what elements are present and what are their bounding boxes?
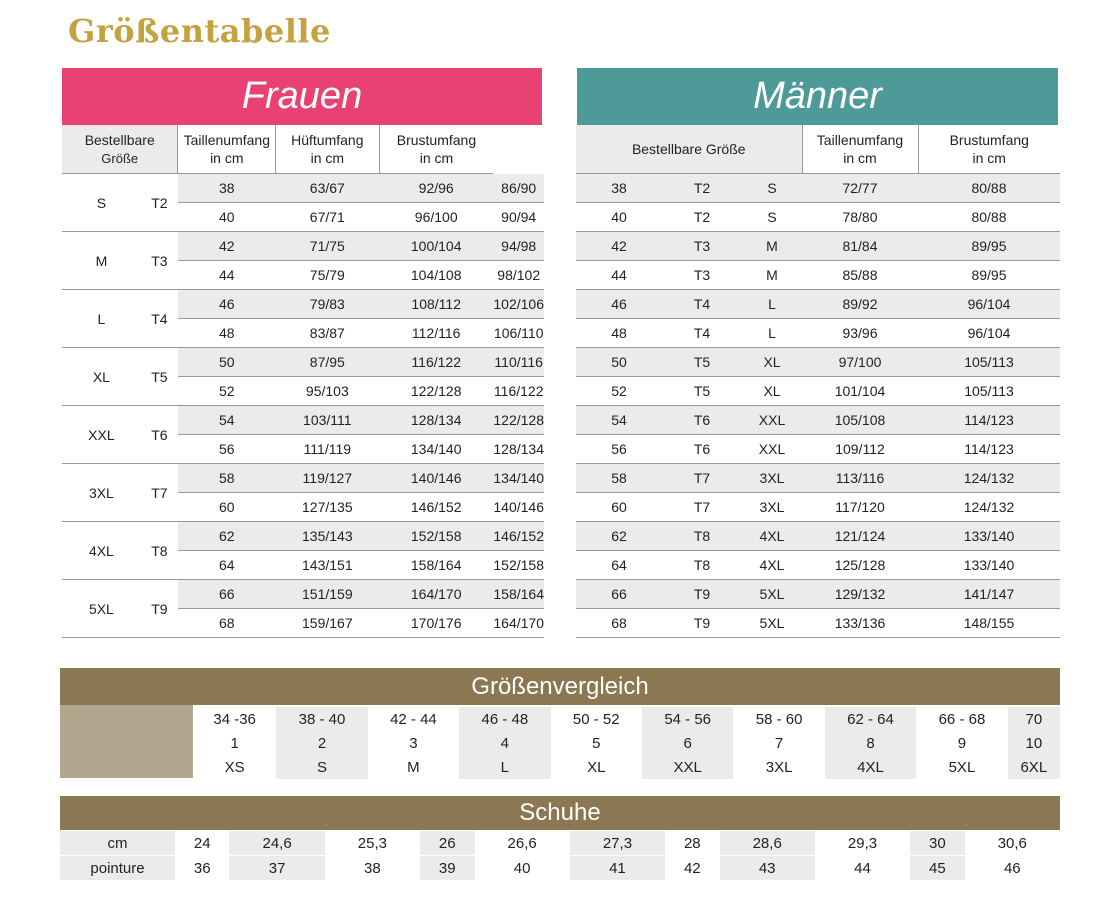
- table-row: [62, 174, 544, 203]
- bust-value: 133/140: [918, 551, 1060, 580]
- hip-value: 100/104: [379, 232, 493, 261]
- hip-value: 108/112: [379, 290, 493, 319]
- bust-value: 134/140: [493, 464, 544, 493]
- eu-size: 54: [178, 406, 276, 435]
- table-row: [576, 203, 1060, 232]
- size-t: T2: [662, 174, 742, 203]
- waist-value: 127/135: [276, 493, 379, 522]
- size-letter: 3XL: [742, 493, 802, 522]
- waist-value: 129/132: [802, 580, 918, 609]
- eu-size: 38: [576, 174, 662, 203]
- comparison-letter: 5XL: [948, 758, 976, 776]
- waist-value: 159/167: [276, 609, 379, 638]
- table-row: [576, 435, 1060, 464]
- waist-value: 95/103: [276, 377, 379, 406]
- shoe-pointure-value: 40: [475, 856, 570, 881]
- comparison-eu-range: 34 -36: [213, 710, 256, 728]
- eu-size: 46: [178, 290, 276, 319]
- table-row: [576, 464, 1060, 493]
- eu-size: 50: [576, 348, 662, 377]
- comparison-letter: M: [407, 758, 420, 776]
- waist-value: 85/88: [802, 261, 918, 290]
- eu-size: 58: [576, 464, 662, 493]
- bust-value: 158/164: [493, 580, 544, 609]
- waist-value: 135/143: [276, 522, 379, 551]
- women-header-waist: Taillenumfang in cm: [178, 125, 276, 174]
- size-letter: L: [62, 290, 141, 348]
- bust-value: 105/113: [918, 348, 1060, 377]
- hip-value: 158/164: [379, 551, 493, 580]
- shoe-cm-value: 26,6: [475, 831, 570, 856]
- eu-size: 52: [178, 377, 276, 406]
- size-t: T7: [662, 464, 742, 493]
- size-t: T3: [662, 261, 742, 290]
- eu-size: 46: [576, 290, 662, 319]
- shoe-cm-value: 27,3: [570, 831, 665, 856]
- shoe-pointure-value: 42: [665, 856, 719, 881]
- men-banner: Männer: [577, 68, 1058, 125]
- shoe-pointure-value: 38: [325, 856, 420, 881]
- eu-size: 62: [178, 522, 276, 551]
- bust-value: 124/132: [918, 464, 1060, 493]
- comparison-letter: XL: [587, 758, 606, 776]
- shoe-row-label: pointure: [60, 856, 175, 881]
- waist-value: 117/120: [802, 493, 918, 522]
- comparison-number: 2: [276, 731, 367, 755]
- shoe-pointure-value: 44: [815, 856, 910, 881]
- comparison-eu-range: 70: [1008, 707, 1060, 731]
- size-t: T5: [662, 377, 742, 406]
- bust-value: 152/158: [493, 551, 544, 580]
- size-letter: 4XL: [742, 522, 802, 551]
- shoe-cm-value: 29,3: [815, 831, 910, 856]
- size-t: T7: [662, 493, 742, 522]
- size-letter: XXL: [62, 406, 141, 464]
- size-t: T6: [141, 406, 178, 464]
- women-banner: Frauen: [62, 68, 542, 125]
- comparison-eu-range: 62 - 64: [825, 707, 916, 731]
- waist-value: 105/108: [802, 406, 918, 435]
- comparison-letter: 4XL: [825, 755, 916, 779]
- size-letter: S: [62, 174, 141, 232]
- waist-value: 79/83: [276, 290, 379, 319]
- size-letter: XL: [742, 348, 802, 377]
- table-row: [576, 348, 1060, 377]
- eu-size: 56: [576, 435, 662, 464]
- waist-value: 143/151: [276, 551, 379, 580]
- size-t: T9: [141, 580, 178, 638]
- size-t: T8: [662, 522, 742, 551]
- waist-value: 63/67: [276, 174, 379, 203]
- table-row: [576, 174, 1060, 203]
- comparison-number: 1: [230, 734, 239, 752]
- bust-value: 114/123: [918, 406, 1060, 435]
- comparison-number: 6: [642, 731, 733, 755]
- bust-value: 141/147: [918, 580, 1060, 609]
- waist-value: 67/71: [276, 203, 379, 232]
- waist-value: 101/104: [802, 377, 918, 406]
- bust-value: 80/88: [918, 203, 1060, 232]
- eu-size: 66: [576, 580, 662, 609]
- bust-value: 94/98: [493, 232, 544, 261]
- waist-value: 72/77: [802, 174, 918, 203]
- size-letter: L: [742, 290, 802, 319]
- eu-size: 38: [178, 174, 276, 203]
- eu-size: 42: [576, 232, 662, 261]
- hip-value: 128/134: [379, 406, 493, 435]
- size-letter: L: [742, 319, 802, 348]
- eu-size: 66: [178, 580, 276, 609]
- bust-value: 89/95: [918, 261, 1060, 290]
- hip-value: 164/170: [379, 580, 493, 609]
- bust-value: 128/134: [493, 435, 544, 464]
- size-t: T5: [141, 348, 178, 406]
- table-row: [60, 831, 1060, 856]
- size-letter: M: [742, 261, 802, 290]
- bust-value: 106/110: [493, 319, 544, 348]
- size-t: T4: [662, 290, 742, 319]
- page-title: Größentabelle: [68, 12, 331, 50]
- eu-size: 60: [178, 493, 276, 522]
- women-header-hip: Hüftumfang in cm: [276, 125, 379, 174]
- hip-value: 134/140: [379, 435, 493, 464]
- eu-size: 44: [178, 261, 276, 290]
- women-size-table: [62, 125, 544, 638]
- size-letter: XXL: [742, 406, 802, 435]
- shoe-cm-value: 25,3: [325, 831, 420, 856]
- table-row: [576, 290, 1060, 319]
- size-letter: S: [742, 203, 802, 232]
- size-t: T2: [662, 203, 742, 232]
- comparison-banner: Größenvergleich: [60, 668, 1060, 705]
- eu-size: 58: [178, 464, 276, 493]
- waist-value: 87/95: [276, 348, 379, 377]
- comparison-eu-range: 58 - 60: [755, 710, 803, 728]
- comparison-letter: L: [459, 755, 550, 779]
- comparison-eu-range: 66 - 68: [938, 710, 986, 728]
- shoe-cm-value: 26: [420, 831, 474, 856]
- table-row: [62, 406, 544, 435]
- waist-value: 97/100: [802, 348, 918, 377]
- comparison-eu-range: 38 - 40: [276, 707, 367, 731]
- eu-size: 68: [576, 609, 662, 638]
- men-header-waist: Taillenumfang in cm: [802, 125, 918, 174]
- bust-value: 96/104: [918, 319, 1060, 348]
- hip-value: 140/146: [379, 464, 493, 493]
- comparison-number: 7: [774, 734, 784, 752]
- comparison-letter: 6XL: [1008, 755, 1060, 779]
- eu-size: 54: [576, 406, 662, 435]
- eu-size: 68: [178, 609, 276, 638]
- size-t: T2: [141, 174, 178, 232]
- shoe-cm-value: 24,6: [229, 831, 324, 856]
- eu-size: 60: [576, 493, 662, 522]
- waist-value: 125/128: [802, 551, 918, 580]
- table-row: [62, 348, 544, 377]
- table-row: [576, 377, 1060, 406]
- hip-value: 170/176: [379, 609, 493, 638]
- waist-value: 113/116: [802, 464, 918, 493]
- size-t: T8: [141, 522, 178, 580]
- size-letter: 3XL: [62, 464, 141, 522]
- table-row: [576, 261, 1060, 290]
- waist-value: 109/112: [802, 435, 918, 464]
- eu-size: 40: [178, 203, 276, 232]
- bust-value: 140/146: [493, 493, 544, 522]
- waist-value: 81/84: [802, 232, 918, 261]
- table-row: [576, 232, 1060, 261]
- shoe-pointure-value: 41: [570, 856, 665, 881]
- comparison-number: 9: [957, 734, 967, 752]
- waist-value: 111/119: [276, 435, 379, 464]
- comparison-number: 3: [409, 734, 418, 752]
- size-letter: XXL: [742, 435, 802, 464]
- size-t: T9: [662, 609, 742, 638]
- eu-size: 42: [178, 232, 276, 261]
- table-row: [62, 522, 544, 551]
- women-header-size: Bestellbare Größe: [62, 125, 178, 174]
- size-t: T3: [662, 232, 742, 261]
- size-t: T5: [662, 348, 742, 377]
- size-letter: 5XL: [742, 609, 802, 638]
- bust-value: 86/90: [493, 174, 544, 203]
- size-letter: M: [62, 232, 141, 290]
- size-t: T4: [141, 290, 178, 348]
- waist-value: 83/87: [276, 319, 379, 348]
- size-letter: 5XL: [62, 580, 141, 638]
- table-row: [576, 609, 1060, 638]
- comparison-number: 8: [825, 731, 916, 755]
- table-row: [193, 707, 1060, 731]
- table-row: [576, 580, 1060, 609]
- size-letter: 5XL: [742, 580, 802, 609]
- bust-value: 90/94: [493, 203, 544, 232]
- eu-size: 52: [576, 377, 662, 406]
- bust-value: 148/155: [918, 609, 1060, 638]
- size-letter: XL: [62, 348, 141, 406]
- bust-value: 116/122: [493, 377, 544, 406]
- comparison-eu-range: 54 - 56: [642, 707, 733, 731]
- bust-value: 122/128: [493, 406, 544, 435]
- size-t: T8: [662, 551, 742, 580]
- eu-size: 62: [576, 522, 662, 551]
- table-row: [60, 856, 1060, 881]
- eu-size: 64: [576, 551, 662, 580]
- bust-value: 102/106: [493, 290, 544, 319]
- waist-value: 133/136: [802, 609, 918, 638]
- comparison-number: 10: [1008, 731, 1060, 755]
- eu-size: 50: [178, 348, 276, 377]
- size-t: T4: [662, 319, 742, 348]
- waist-value: 93/96: [802, 319, 918, 348]
- eu-size: 40: [576, 203, 662, 232]
- table-row: [62, 464, 544, 493]
- waist-value: 89/92: [802, 290, 918, 319]
- comparison-eu-range: 46 - 48: [459, 707, 550, 731]
- size-letter: 4XL: [742, 551, 802, 580]
- table-row: [62, 580, 544, 609]
- size-t: T6: [662, 406, 742, 435]
- table-row: [193, 755, 1060, 779]
- bust-value: 133/140: [918, 522, 1060, 551]
- shoe-pointure-value: 43: [720, 856, 815, 881]
- waist-value: 119/127: [276, 464, 379, 493]
- comparison-number: 4: [459, 731, 550, 755]
- bust-value: 96/104: [918, 290, 1060, 319]
- size-t: T9: [662, 580, 742, 609]
- size-t: T7: [141, 464, 178, 522]
- comparison-swatch: [60, 705, 193, 778]
- waist-value: 103/111: [276, 406, 379, 435]
- shoe-cm-value: 28,6: [720, 831, 815, 856]
- hip-value: 92/96: [379, 174, 493, 203]
- table-row: [576, 319, 1060, 348]
- comparison-letter: XS: [224, 758, 245, 776]
- waist-value: 75/79: [276, 261, 379, 290]
- hip-value: 152/158: [379, 522, 493, 551]
- shoe-pointure-value: 37: [229, 856, 324, 881]
- size-t: T3: [141, 232, 178, 290]
- eu-size: 44: [576, 261, 662, 290]
- bust-value: 114/123: [918, 435, 1060, 464]
- men-size-table: [576, 125, 1060, 638]
- bust-value: 98/102: [493, 261, 544, 290]
- bust-value: 146/152: [493, 522, 544, 551]
- table-row: [62, 232, 544, 261]
- shoe-pointure-value: 45: [910, 856, 964, 881]
- eu-size: 56: [178, 435, 276, 464]
- eu-size: 48: [576, 319, 662, 348]
- bust-value: 105/113: [918, 377, 1060, 406]
- shoe-pointure-value: 39: [420, 856, 474, 881]
- bust-value: 124/132: [918, 493, 1060, 522]
- size-letter: M: [742, 232, 802, 261]
- table-row: [62, 290, 544, 319]
- shoe-cm-value: 30,6: [965, 831, 1060, 856]
- comparison-number: 5: [592, 734, 601, 752]
- size-letter: S: [742, 174, 802, 203]
- table-row: [576, 551, 1060, 580]
- comparison-eu-range: 42 - 44: [390, 710, 437, 728]
- size-t: T6: [662, 435, 742, 464]
- comparison-table: [193, 707, 1060, 779]
- table-row: [576, 493, 1060, 522]
- comparison-eu-range: 50 - 52: [572, 710, 620, 728]
- eu-size: 64: [178, 551, 276, 580]
- size-letter: 3XL: [742, 464, 802, 493]
- bust-value: 110/116: [493, 348, 544, 377]
- waist-value: 71/75: [276, 232, 379, 261]
- shoe-cm-value: 24: [175, 831, 229, 856]
- men-header-size: Bestellbare Größe: [576, 125, 802, 174]
- waist-value: 121/124: [802, 522, 918, 551]
- bust-value: 89/95: [918, 232, 1060, 261]
- shoe-pointure-value: 46: [965, 856, 1060, 881]
- hip-value: 112/116: [379, 319, 493, 348]
- eu-size: 48: [178, 319, 276, 348]
- men-header-bust: Brustumfang in cm: [918, 125, 1060, 174]
- table-row: [193, 731, 1060, 755]
- comparison-letter: S: [276, 755, 367, 779]
- table-row: [576, 522, 1060, 551]
- hip-value: 116/122: [379, 348, 493, 377]
- size-letter: 4XL: [62, 522, 141, 580]
- bust-value: 80/88: [918, 174, 1060, 203]
- shoe-cm-value: 30: [910, 831, 964, 856]
- waist-value: 78/80: [802, 203, 918, 232]
- shoe-row-label: cm: [60, 831, 175, 856]
- shoe-pointure-value: 36: [175, 856, 229, 881]
- hip-value: 122/128: [379, 377, 493, 406]
- waist-value: 151/159: [276, 580, 379, 609]
- comparison-letter: XXL: [642, 755, 733, 779]
- table-row: [576, 406, 1060, 435]
- hip-value: 146/152: [379, 493, 493, 522]
- shoes-table: [60, 831, 1060, 881]
- women-header-bust: Brustumfang in cm: [379, 125, 493, 174]
- hip-value: 104/108: [379, 261, 493, 290]
- shoes-banner: Schuhe: [60, 796, 1060, 830]
- size-letter: XL: [742, 377, 802, 406]
- comparison-letter: 3XL: [765, 758, 793, 776]
- bust-value: 164/170: [493, 609, 544, 638]
- hip-value: 96/100: [379, 203, 493, 232]
- shoe-cm-value: 28: [665, 831, 719, 856]
